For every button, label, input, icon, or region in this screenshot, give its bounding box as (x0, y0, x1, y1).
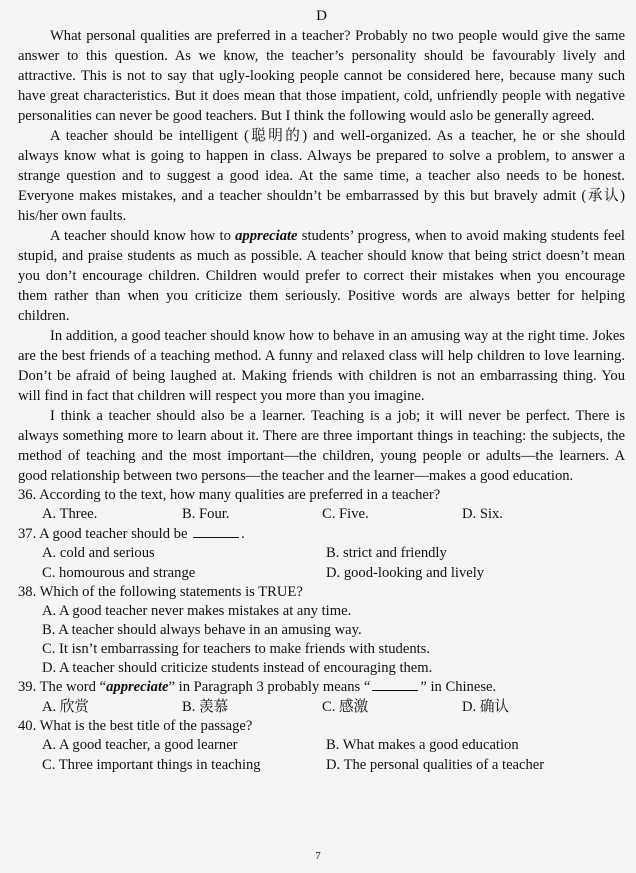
page-number: 7 (315, 850, 321, 862)
paragraph-1: What personal qualities are preferred in a teacher? Probably no two people would give the same answer to this question. As we know, the teacher’s personality should be favourably lively and attractive. This is not to say that ugly-looking people cannot be considered here, because many such have great characteristics. But it does mean that those impatient, cold, unfriendly people with negative personalities can never be good teachers. But I think the following would aslo be generally agreed. (18, 28, 625, 124)
question-39-options (18, 698, 625, 718)
answer-blank (193, 525, 239, 538)
option-36-d[interactable]: D. Six. (462, 506, 503, 523)
option-39-c[interactable]: C. 感激 (322, 698, 369, 715)
option-36-c[interactable]: C. Five. (322, 506, 369, 523)
paragraph-3-start: A teacher should know how to (50, 228, 236, 244)
option-37-d[interactable]: D. good-looking and lively (326, 564, 485, 581)
question-37-stem-end: . (241, 525, 245, 542)
question-38-options (18, 602, 625, 678)
question-39-stem (18, 678, 625, 697)
option-40-c[interactable]: C. Three important things in teaching (42, 756, 261, 773)
question-40-options-row1 (18, 736, 625, 756)
paragraph-4: In addition, a good teacher should know how to behave in an amusing way at the right time. Jokes are the best friends of a teaching method. A funny and relaxed class will help children to love learning. Don’t be afraid of being laughed at. Making friends with children is not an embarrassing thing. You will find in fact that children will respect you more than you imagine. (18, 328, 625, 404)
option-40-d[interactable]: D. The personal qualities of a teacher (326, 756, 545, 773)
question-38-stem: 38. Which of the following statements is TRUE? (18, 584, 303, 601)
appreciate-reference: appreciate (106, 679, 169, 696)
option-37-a[interactable]: A. cold and serious (42, 545, 155, 562)
question-36-stem: 36. According to the text, how many qualities are preferred in a teacher? (18, 487, 441, 503)
option-40-b[interactable]: B. What makes a good education (326, 737, 519, 754)
question-39 (18, 678, 625, 717)
option-39-d[interactable]: D. 确认 (462, 698, 510, 715)
paragraph-5: I think a teacher should also be a learner. Teaching is a job; it will never be perfect. There is always something more to learn about it. There are three important things in teaching: the subjects, the method of teaching and the most important—the children, young people or adults—the learners. A good relationship between two persons—the teacher and the learner—makes a good education. (18, 408, 625, 484)
appreciate-keyword: appreciate (235, 228, 298, 244)
question-40-stem: 40. What is the best title of the passage? (18, 718, 253, 735)
option-37-c[interactable]: C. homourous and strange (42, 564, 196, 581)
answer-blank (372, 678, 418, 691)
section-letter: D (316, 8, 327, 24)
paragraph-3 (18, 226, 625, 326)
question-36-options (18, 505, 625, 525)
question-37-stem (18, 525, 625, 544)
question-38 (18, 583, 625, 678)
option-39-b[interactable]: B. 羡慕 (182, 698, 229, 715)
paragraph-3-end: students’ progress, when to avoid making students feel stupid, and praise students as much as possible. A teacher should know that being strict doesn’t mean you don’t encourage children. Children would prefer to correct their mistakes when you encourage them rather than when you criticize them seriously. Positive words are always better for helping children. (18, 228, 625, 324)
question-37-stem-text: 37. A good teacher should be (18, 525, 192, 542)
option-38-c[interactable]: C. It isn’t embarrassing for teachers to make friends with students. (42, 641, 430, 658)
option-38-b[interactable]: B. A teacher should always behave in an amusing way. (42, 622, 362, 639)
option-38-d[interactable]: D. A teacher should criticize students instead of encouraging them. (42, 660, 433, 677)
option-36-b[interactable]: B. Four. (182, 506, 230, 523)
question-40 (18, 717, 625, 775)
paragraph-2: A teacher should be intelligent (聪明的) and well-organized. As a teacher, he or she should always know what is going to happen in class. Always be prepared to solve a problem, to answer a strange question and to suggest a good idea. At the same time, a teacher also needs to be honest. Everyone makes mistakes, and a teacher shouldn’t be embarrassed by this but bravely admit (承认) his/her own faults. (18, 128, 625, 224)
option-39-a[interactable]: A. 欣赏 (42, 698, 90, 715)
question-37-options-row2 (18, 564, 625, 584)
question-39-stem-start: 39. The word “ (18, 679, 107, 696)
reading-passage (18, 26, 625, 486)
question-40-options-row2 (18, 756, 625, 776)
question-37-options-row1 (18, 544, 625, 564)
option-37-b[interactable]: B. strict and friendly (326, 545, 447, 562)
question-39-stem-end: ” in Chinese. (420, 679, 497, 696)
question-37 (18, 525, 625, 583)
option-36-a[interactable]: A. Three. (42, 506, 98, 523)
option-40-a[interactable]: A. A good teacher, a good learner (42, 737, 238, 754)
question-36 (18, 486, 625, 525)
question-39-stem-mid: ” in Paragraph 3 probably means “ (168, 679, 371, 696)
option-38-a[interactable]: A. A good teacher never makes mistakes at any time. (42, 603, 352, 620)
